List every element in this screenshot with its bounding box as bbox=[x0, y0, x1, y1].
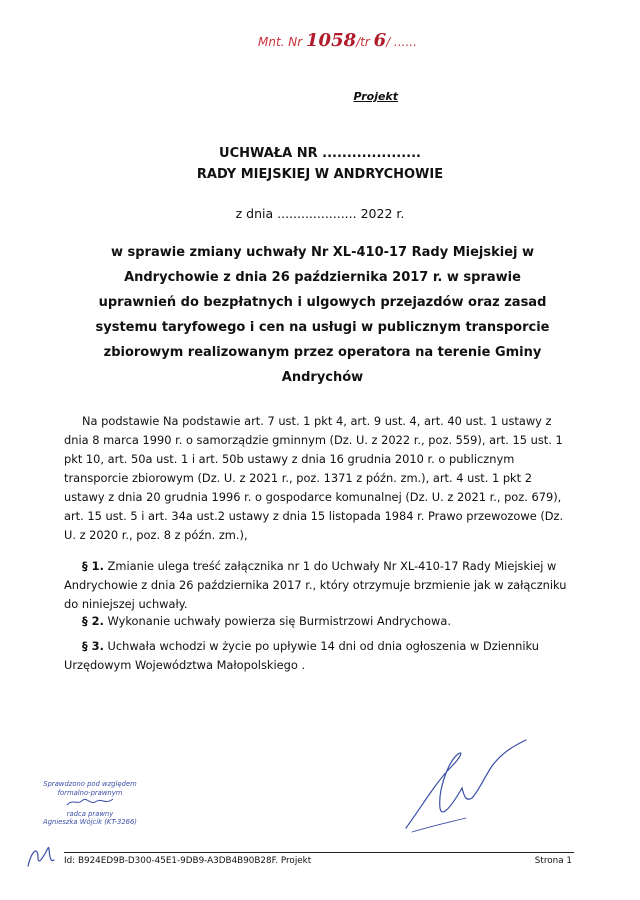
resolution-date: z dnia .................... 2022 r. bbox=[235, 206, 405, 221]
paragraph-mark: § 1. bbox=[82, 559, 104, 573]
approval-line: formalno-prawnym bbox=[57, 788, 123, 797]
paragraph-text: Wykonanie uchwały powierza się Burmistrzowi Andrychowa. bbox=[103, 614, 451, 628]
footer-divider bbox=[64, 852, 574, 853]
legal-basis: Na podstawie Na podstawie art. 7 ust. 1 pkt 4, art. 9 ust. 4, art. 40 ust. 1 ustawy z dnia 8 marca 1990 r. o samorządzie gminnym (Dz. U. z 2022 r., poz. 559), art. 15 ust. 1 pkt 10, art. 50a ust. 1 i art. 50b ustawy z dnia 16 grudnia 2010 r. o publicznym transporcie zbiorowym (Dz. U. z 2021 r., poz. 1371 z późn. zm.), art. 4 ust. 1 pkt 2 ustawy z dnia 20 grudnia 1996 r. o gospodarce komunalnej (Dz. U. z 2021 r., poz. 679), art. 15 ust. 5 i art. 34a ust.2 ustawy z dnia 15 listopada 1984 r. Prawo przewozowe (Dz. U. z 2020 r., poz. 8 z późn. zm.), bbox=[64, 414, 564, 542]
paragraph-2 bbox=[64, 612, 574, 631]
draft-label: Projekt bbox=[353, 90, 398, 103]
paragraph-text: Uchwała wchodzi w życie po upływie 14 dni od dnia ogłoszenia w Dzienniku Urzędowym Województwa Małopolskiego . bbox=[64, 639, 539, 672]
paragraph-text: Zmianie ulega treść załącznika nr 1 do Uchwały Nr XL-410-17 Rady Miejskiej w Andrychowie z dnia 26 października 2017 r., który otrzymuje brzmienie jak w załączniku do niniejszej uchwały. bbox=[64, 559, 567, 611]
initials-mark bbox=[24, 840, 64, 870]
stamp-suffix: / ...... bbox=[386, 35, 417, 49]
resolution-title: UCHWAŁA NR .................... bbox=[219, 146, 421, 161]
mayor-signature bbox=[392, 736, 532, 836]
document-id: Id: B924ED9B-D300-45E1-9DB9-A3DB4B90B28F. Projekt bbox=[64, 856, 312, 866]
paragraph-1 bbox=[64, 557, 574, 614]
paragraph-3 bbox=[64, 637, 574, 675]
resolution-subject: w sprawie zmiany uchwały Nr XL-410-17 Rady Miejskiej w Andrychowie z dnia 26 października 2017 r. w sprawie uprawnień do bezpłatnych i ulgowych przejazdów oraz zasad systemu taryfowego i cen na usługi w publicznym transporcie zbiorowym realizowanym przez operatora na terenie Gminy Andrychów bbox=[95, 245, 550, 385]
page-number: Strona 1 bbox=[534, 856, 572, 866]
approval-line: Agnieszka Wójcik (KT-3266) bbox=[43, 818, 137, 826]
stamp-number: 1058 bbox=[306, 30, 357, 51]
stamp-count: 6 bbox=[373, 30, 387, 51]
stamp-prefix: Mnt. Nr bbox=[258, 35, 307, 49]
registration-stamp bbox=[258, 30, 417, 51]
approval-line: Sprawdzono pod względem bbox=[43, 780, 137, 788]
paragraph-mark: § 3. bbox=[82, 639, 104, 653]
approval-signature bbox=[30, 797, 150, 810]
approval-line: radca prawny bbox=[66, 809, 114, 818]
stamp-separator: /tr bbox=[356, 35, 374, 49]
legal-approval-stamp bbox=[30, 780, 150, 827]
paragraph-mark: § 2. bbox=[82, 614, 104, 628]
council-name: RADY MIEJSKIEJ W ANDRYCHOWIE bbox=[196, 167, 444, 182]
approval-signature-mark bbox=[65, 797, 115, 807]
